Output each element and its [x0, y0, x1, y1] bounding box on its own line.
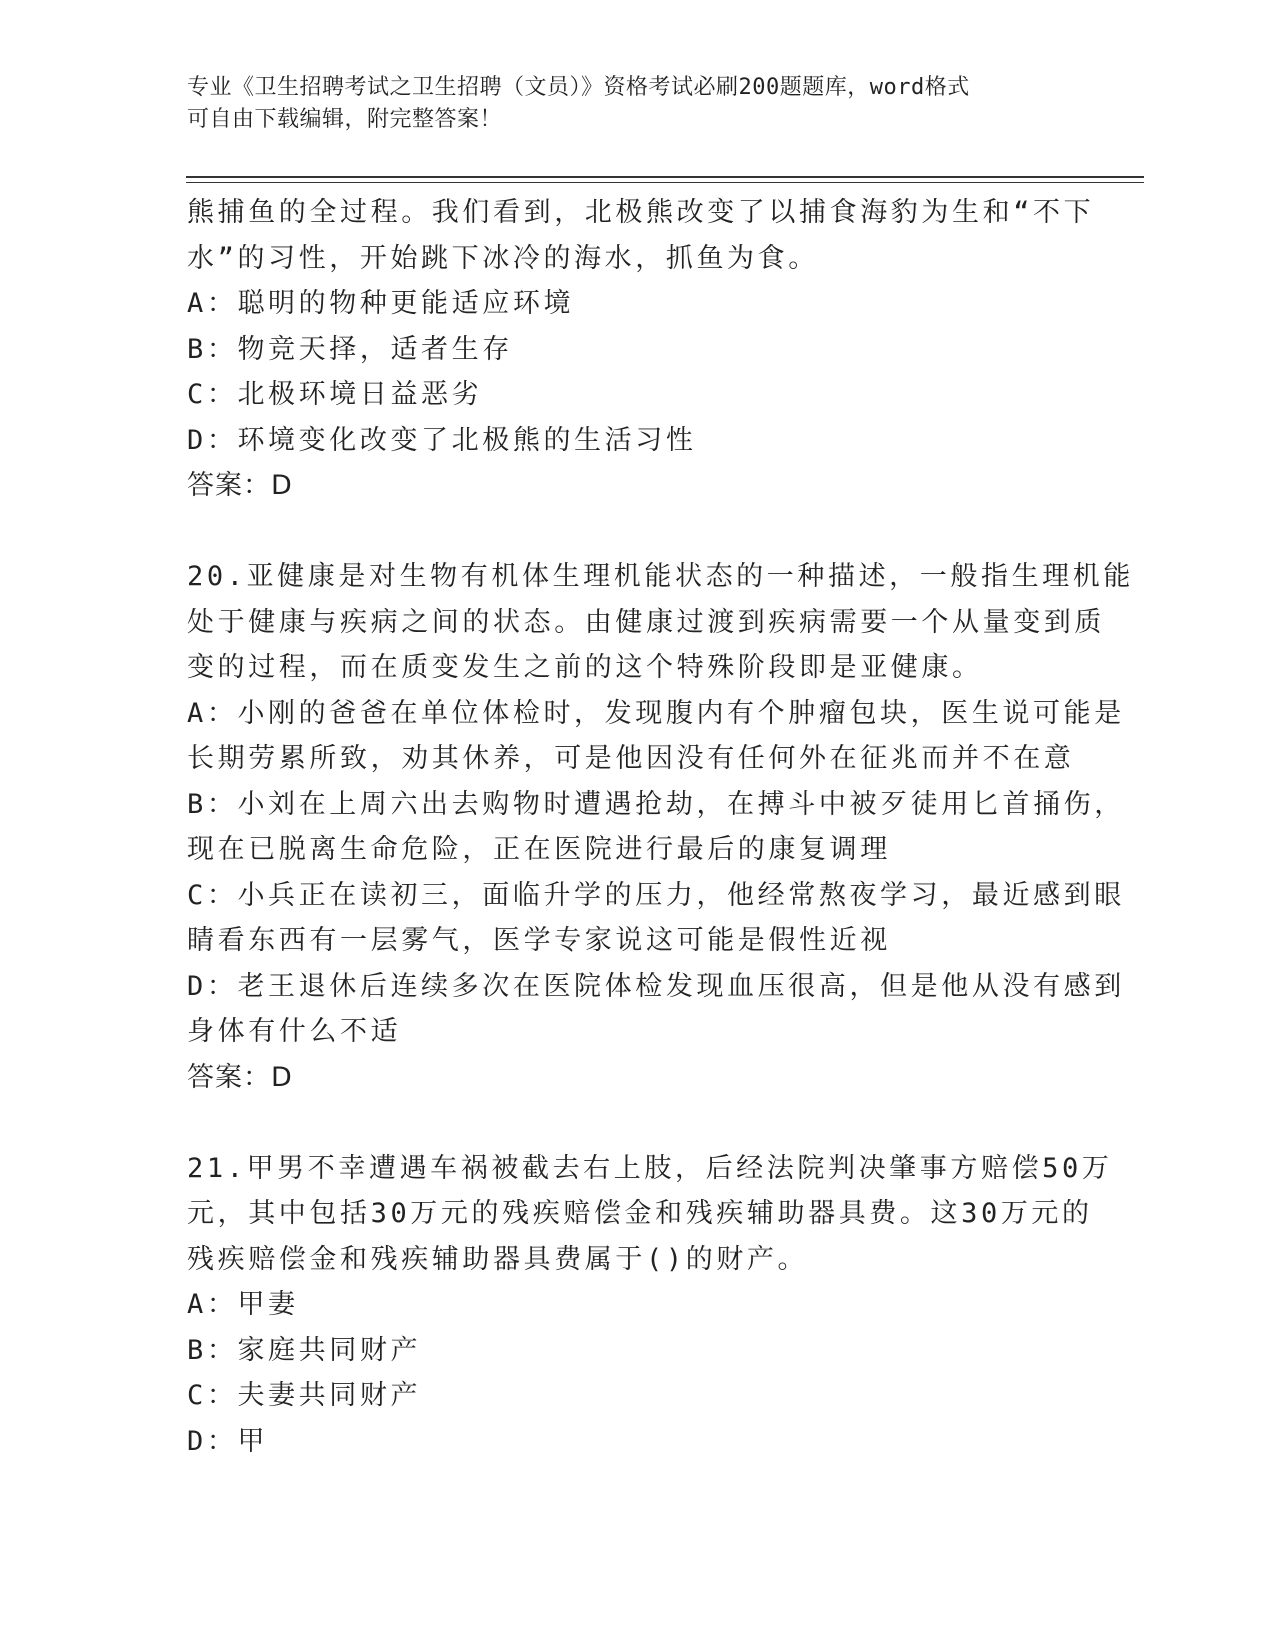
question-stem-line: 变的过程，而在质变发生之前的这个特殊阶段即是亚健康。: [187, 652, 983, 683]
spacer: [187, 1100, 1087, 1146]
option-d: D：环境变化改变了北极熊的生活习性: [187, 424, 697, 456]
question-stem-line: 元，其中包括30万元的残疾赔偿金和残疾辅助器具费。这30万元的: [187, 1198, 1093, 1229]
header-rule-thin: [186, 182, 1144, 183]
question-stem-line: 20.亚健康是对生物有机体生理机能状态的一种描述，一般指生理机能: [187, 561, 1134, 592]
option-d: D：老王退休后连续多次在医院体检发现血压很高，但是他从没有感到: [187, 970, 1125, 1002]
question-20: [187, 554, 1134, 1100]
option-c: C：夫妻共同财产: [187, 1380, 422, 1411]
option-d-cont: 身体有什么不适: [187, 1016, 402, 1047]
question-stem-line: 水”的习性，开始跳下冰冷的海水，抓鱼为食。: [187, 242, 819, 274]
option-a: A：聪明的物种更能适应环境: [187, 288, 575, 319]
document-header: [187, 72, 1087, 136]
option-b: B：家庭共同财产: [187, 1334, 422, 1366]
option-a-cont: 长期劳累所致，劝其休养，可是他因没有任何外在征兆而并不在意: [187, 743, 1075, 774]
option-c: C：小兵正在读初三，面临升学的压力，他经常熬夜学习，最近感到眼: [187, 879, 1125, 911]
answer-line: 答案：D: [187, 1061, 293, 1093]
header-rule-thick: [186, 176, 1144, 178]
option-b: B：小刘在上周六出去购物时遭遇抢劫，在搏斗中被歹徒用匕首捅伤，: [187, 788, 1125, 820]
option-a: A：甲妻: [187, 1289, 299, 1320]
question-stem-line: 21.甲男不幸遭遇车祸被截去右上肢，后经法院判决肇事方赔偿50万: [187, 1152, 1113, 1184]
question-stem-line: 残疾赔偿金和残疾辅助器具费属于()的财产。: [187, 1243, 809, 1275]
header-line-2: 可自由下载编辑，附完整答案！: [187, 107, 503, 132]
question-stem-line: 处于健康与疾病之间的状态。由健康过渡到疾病需要一个从量变到质: [187, 606, 1105, 638]
question-stem-line: 熊捕鱼的全过程。我们看到，北极熊改变了以捕食海豹为生和“不下: [187, 197, 1095, 228]
question-21: [187, 1146, 1113, 1465]
spacer: [187, 509, 1087, 555]
option-a: A：小刚的爸爸在单位体检时，发现腹内有个肿瘤包块，医生说可能是: [187, 697, 1125, 729]
option-b-cont: 现在已脱离生命危险，正在医院进行最后的康复调理: [187, 834, 891, 865]
option-b: B：物竞天择，适者生存: [187, 333, 513, 365]
option-d: D：甲: [187, 1425, 269, 1457]
question-content: [187, 190, 1134, 1464]
header-line-1: 专业《卫生招聘考试之卫生招聘（文员）》资格考试必刷200题题库，word格式: [187, 75, 970, 100]
option-c: C：北极环境日益恶劣: [187, 379, 483, 410]
answer-line: 答案：D: [187, 470, 293, 501]
option-c-cont: 睛看东西有一层雾气，医学专家说这可能是假性近视: [187, 925, 891, 956]
question-19: [187, 190, 1095, 509]
